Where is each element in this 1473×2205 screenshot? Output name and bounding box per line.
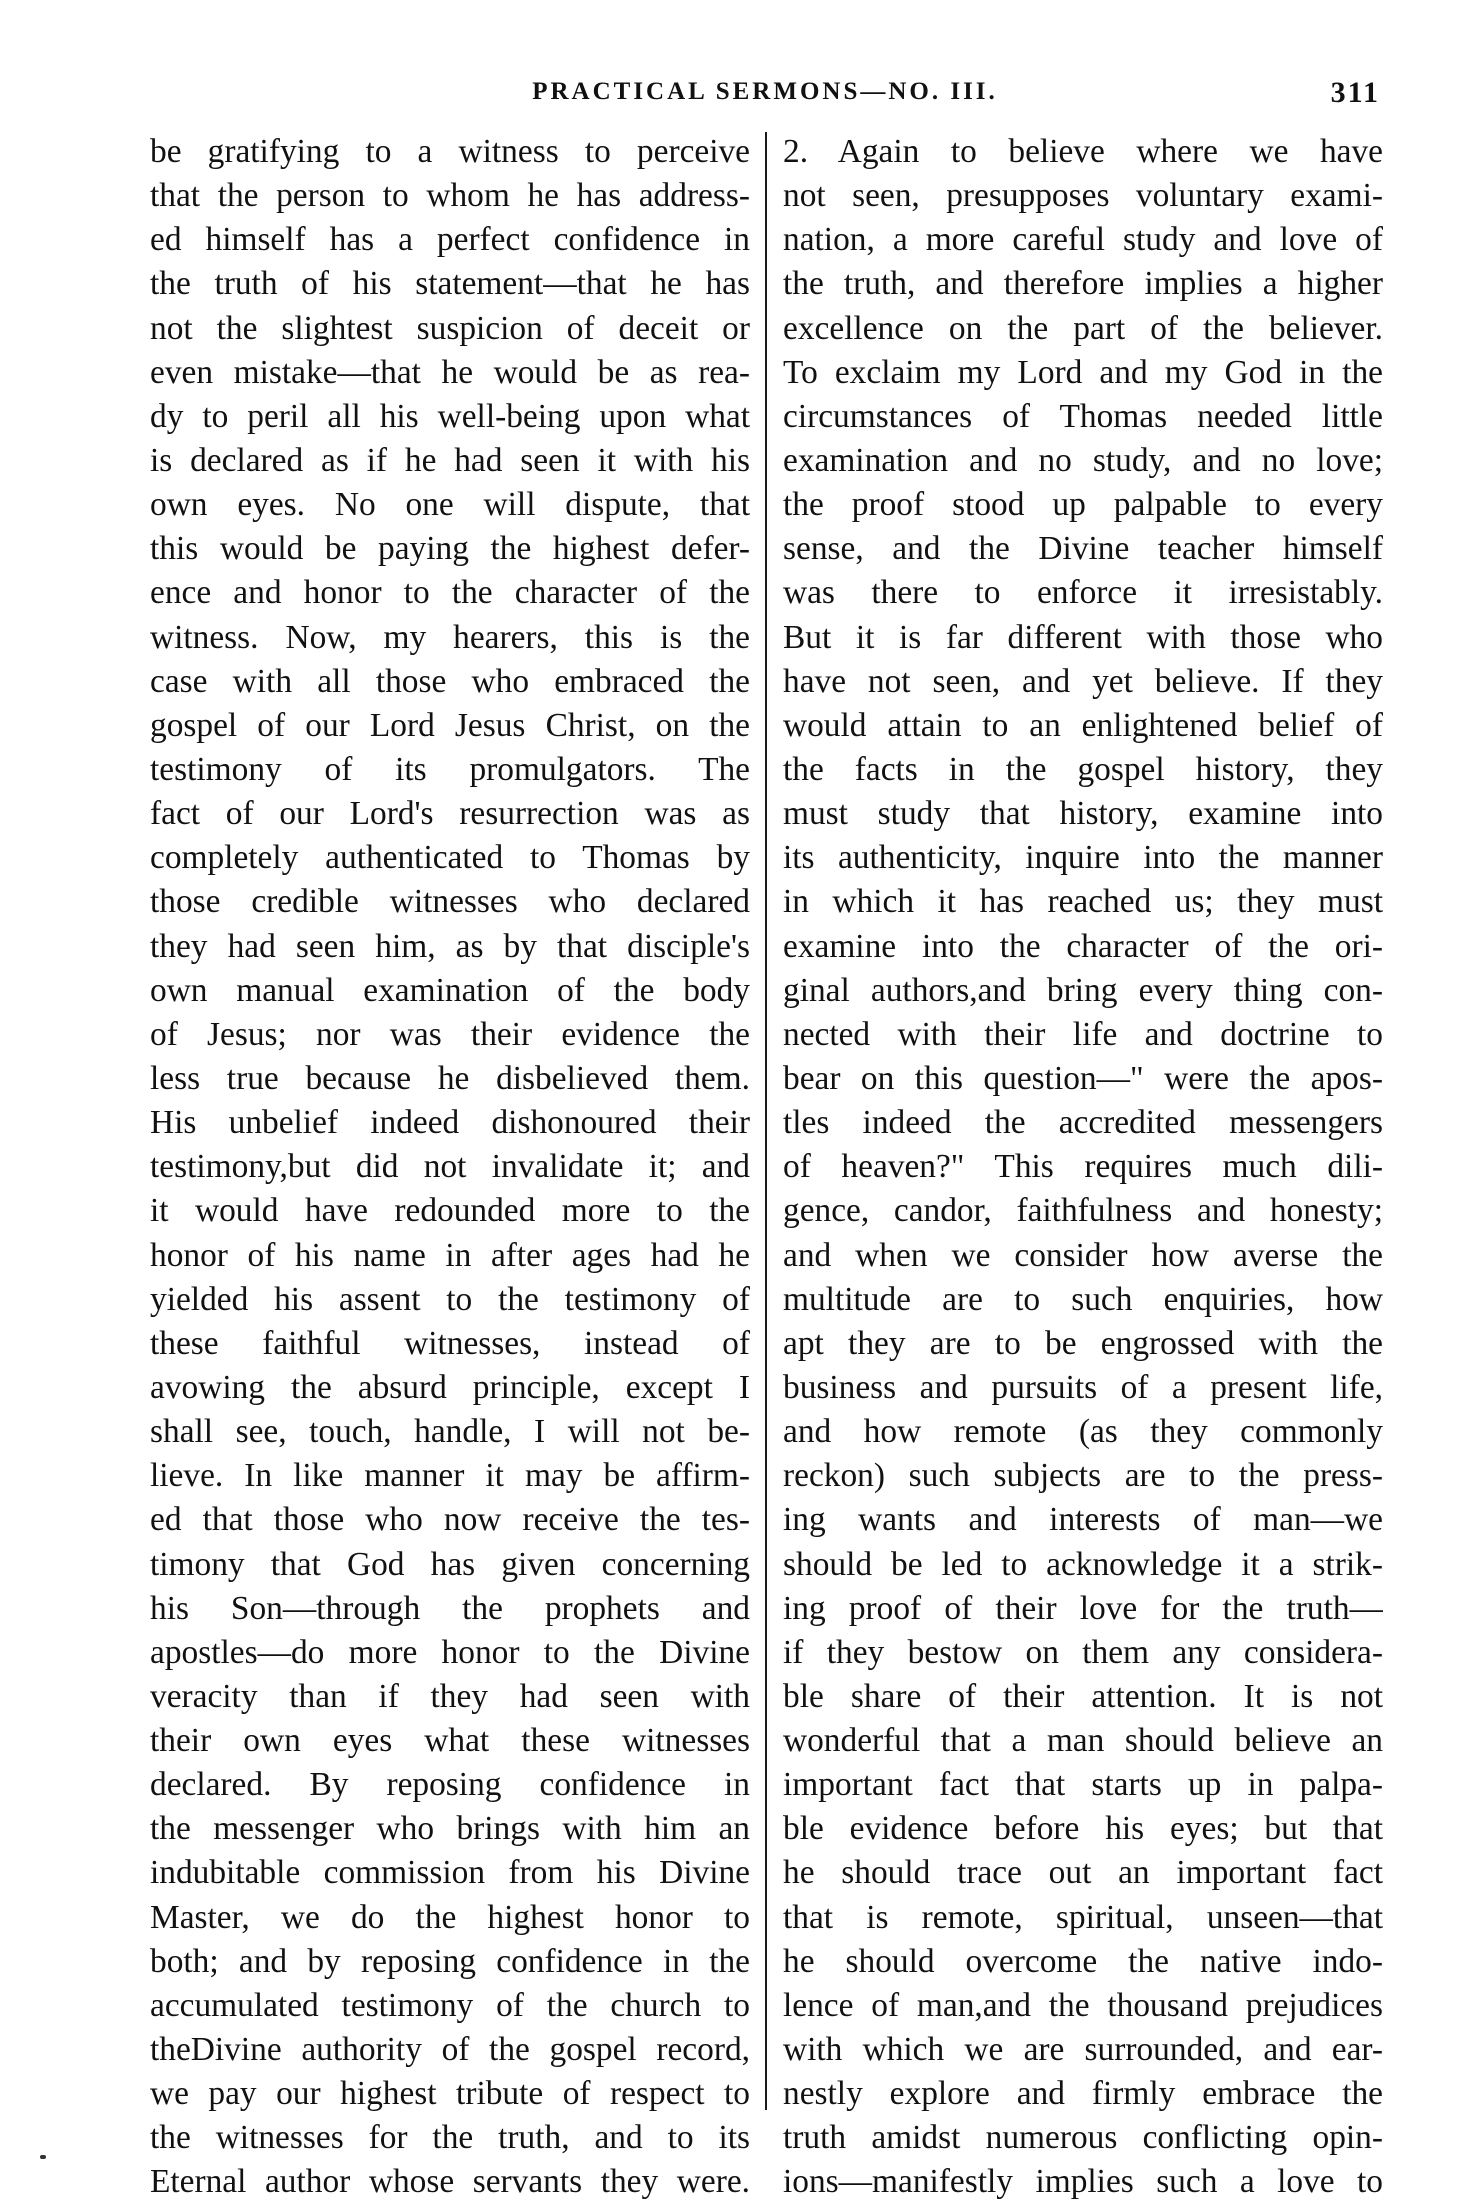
text-line: examine into the character of the ori- [783, 927, 1383, 965]
text-line: theDivine authority of the gospel record, [150, 2031, 750, 2069]
text-line: ions—manifestly implies such a love to [783, 2163, 1383, 2201]
text-line: less true because he disbelieved them. [150, 1059, 750, 1097]
text-line: bear on this question—" were the apos- [783, 1059, 1383, 1097]
text-line: with which we are surrounded, and ear- [783, 2031, 1383, 2069]
text-line: have not seen, and yet believe. If they [783, 662, 1383, 700]
text-line: those credible witnesses who declared [150, 883, 750, 921]
text-line: that the person to whom he has address- [150, 177, 750, 215]
text-line: declared. By reposing confidence in [150, 1766, 750, 1804]
text-line: shall see, touch, handle, I will not be- [150, 1413, 750, 1451]
text-line: nation, a more careful study and love of [783, 221, 1383, 259]
text-line: is declared as if he had seen it with his [150, 441, 750, 479]
text-line: if they bestow on them any considera- [783, 1633, 1383, 1671]
left-text-column [150, 130, 750, 2205]
text-line: wonderful that a man should believe an [783, 1722, 1383, 1760]
text-line: was there to enforce it irresistably. [783, 574, 1383, 612]
text-line: not seen, presupposes voluntary exami- [783, 177, 1383, 215]
text-line: case with all those who embraced the [150, 662, 750, 700]
text-line: the truth, and therefore implies a higher [783, 265, 1383, 303]
text-line: business and pursuits of a present life, [783, 1368, 1383, 1406]
text-line: circumstances of Thomas needed little [783, 397, 1383, 435]
text-line: ed himself has a perfect confidence in [150, 221, 750, 259]
text-line: in which it has reached us; they must [783, 883, 1383, 921]
text-line: Eternal author whose servants they were. [150, 2163, 750, 2201]
text-line: these faithful witnesses, instead of [150, 1324, 750, 1362]
text-line: important fact that starts up in palpa- [783, 1766, 1383, 1804]
text-line: even mistake—that he would be as rea- [150, 353, 750, 391]
text-line: ble share of their attention. It is not [783, 1677, 1383, 1715]
text-line: be gratifying to a witness to perceive [150, 133, 750, 170]
page-number: 311 [1330, 76, 1380, 109]
text-line: examination and no study, and no love; [783, 441, 1383, 479]
text-line: avowing the absurd principle, except I [150, 1368, 750, 1406]
text-line: their own eyes what these witnesses [150, 1722, 750, 1760]
text-line: should be led to acknowledge it a strik- [783, 1545, 1383, 1583]
text-line: yielded his assent to the testimony of [150, 1280, 750, 1318]
text-line: testimony,but did not invalidate it; and [150, 1148, 750, 1186]
text-line: veracity than if they had seen with [150, 1677, 750, 1715]
text-line: But it is far different with those who [783, 618, 1383, 656]
text-line: must study that history, examine into [783, 795, 1383, 833]
text-line: this would be paying the highest defer- [150, 530, 750, 568]
text-line: 2. Again to believe where we have [783, 133, 1383, 170]
text-line: his Son—through the prophets and [150, 1589, 750, 1627]
text-line: the truth of his statement—that he has [150, 265, 750, 303]
text-line: of Jesus; nor was their evidence the [150, 1015, 750, 1053]
column-divider [765, 132, 767, 2110]
text-line: ing wants and interests of man—we [783, 1501, 1383, 1539]
text-line: apt they are to be engrossed with the [783, 1324, 1383, 1362]
text-line: testimony of its promulgators. The [150, 750, 750, 788]
running-title: PRACTICAL SERMONS—NO. III. [532, 78, 998, 105]
text-line: To exclaim my Lord and my God in the [783, 353, 1383, 391]
text-line: of heaven?" This requires much dili- [783, 1148, 1383, 1186]
text-line: Master, we do the highest honor to [150, 1898, 750, 1936]
running-header [150, 78, 1380, 122]
text-line: not the slightest suspicion of deceit or [150, 309, 750, 347]
text-line: that is remote, spiritual, unseen—that [783, 1898, 1383, 1936]
text-line: nestly explore and firmly embrace the [783, 2075, 1383, 2113]
text-line: the proof stood up palpable to every [783, 486, 1383, 524]
text-line: both; and by reposing confidence in the [150, 1942, 750, 1980]
text-line: it would have redounded more to the [150, 1192, 750, 1230]
text-line: ble evidence before his eyes; but that [783, 1810, 1383, 1848]
text-line: lieve. In like manner it may be affirm- [150, 1457, 750, 1495]
text-line: own manual examination of the body [150, 971, 750, 1009]
text-line: ence and honor to the character of the [150, 574, 750, 612]
text-line: ing proof of their love for the truth— [783, 1589, 1383, 1627]
text-line: nected with their life and doctrine to [783, 1015, 1383, 1053]
text-line: they had seen him, as by that disciple's [150, 927, 750, 965]
print-speck [40, 2155, 46, 2159]
text-line: ginal authors,and bring every thing con- [783, 971, 1383, 1009]
text-line: we pay our highest tribute of respect to [150, 2075, 750, 2113]
text-line: accumulated testimony of the church to [150, 1986, 750, 2024]
text-line: own eyes. No one will dispute, that [150, 486, 750, 524]
text-line: His unbelief indeed dishonoured their [150, 1104, 750, 1142]
text-line: ed that those who now receive the tes- [150, 1501, 750, 1539]
text-line: would attain to an enlightened belief of [783, 706, 1383, 744]
text-line: truth amidst numerous conflicting opin- [783, 2119, 1383, 2157]
text-line: lence of man,and the thousand prejudices [783, 1986, 1383, 2024]
text-line: and when we consider how averse the [783, 1236, 1383, 1274]
text-line: gence, candor, faithfulness and honesty; [783, 1192, 1383, 1230]
text-line: completely authenticated to Thomas by [150, 839, 750, 877]
text-line: multitude are to such enquiries, how [783, 1280, 1383, 1318]
text-line: indubitable commission from his Divine [150, 1854, 750, 1892]
right-text-column [783, 130, 1383, 2205]
text-line: sense, and the Divine teacher himself [783, 530, 1383, 568]
text-line: dy to peril all his well-being upon what [150, 397, 750, 435]
text-line: apostles—do more honor to the Divine [150, 1633, 750, 1671]
text-line: reckon) such subjects are to the press- [783, 1457, 1383, 1495]
text-line: and how remote (as they commonly [783, 1413, 1383, 1451]
text-line: gospel of our Lord Jesus Christ, on the [150, 706, 750, 744]
text-line: the messenger who brings with him an [150, 1810, 750, 1848]
text-line: honor of his name in after ages had he [150, 1236, 750, 1274]
text-line: witness. Now, my hearers, this is the [150, 618, 750, 656]
text-line: excellence on the part of the believer. [783, 309, 1383, 347]
text-line: fact of our Lord's resurrection was as [150, 795, 750, 833]
text-line: its authenticity, inquire into the manner [783, 839, 1383, 877]
text-line: he should trace out an important fact [783, 1854, 1383, 1892]
text-line: he should overcome the native indo- [783, 1942, 1383, 1980]
text-line: the facts in the gospel history, they [783, 750, 1383, 788]
text-line: timony that God has given concerning [150, 1545, 750, 1583]
text-line: tles indeed the accredited messengers [783, 1104, 1383, 1142]
text-line: the witnesses for the truth, and to its [150, 2119, 750, 2157]
